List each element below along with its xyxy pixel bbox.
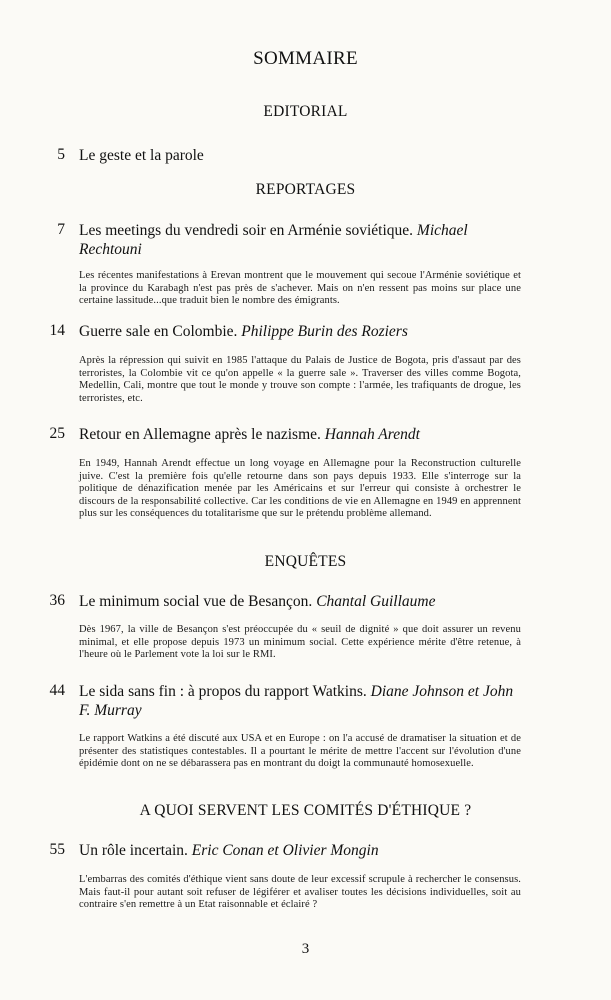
entry-author: Chantal Guillaume [316,593,436,610]
entry-abstract: Après la répression qui suivit en 1985 l'attaque du Palais de Justice de Bogota, pris d'assaut par des terroristes, la Colombie vit ce qu'on appelle « la guerre sale ». Traverser des villes comme Bogota, Medellin, Cali, montre que tout le monde y trouve son compte : l'armée, les trafiquants de drogue, les terroristes, etc. [79,355,521,404]
entry-title: Guerre sale en Colombie. [79,323,238,340]
entry-heading [79,425,521,444]
entry-heading [79,146,521,165]
entry-abstract: Les récentes manifestations à Erevan montrent que le mouvement qui secoue l'Arménie soviétique et la province du Karabagh n'est pas près de s'achever. Mais on n'en ressent pas moins sur place une certaine lassitude...que traduit bien le nombre des émigrants. [79,270,521,306]
entry-author: Michael Rechtouni [79,222,468,258]
page-title: SOMMAIRE [253,48,358,69]
section-heading-enquetes: ENQUÊTES [264,553,347,570]
entry-author: Hannah Arendt [324,426,420,443]
entry-title: Les meetings du vendredi soir en Arménie soviétique. [79,222,414,239]
entry-title: Un rôle incertain. [79,842,188,859]
entry-heading [79,682,521,720]
entry-page-number: 55 [49,841,65,858]
entry-title: Le geste et la parole [79,147,204,164]
entry-title: Retour en Allemagne après le nazisme. [79,426,321,443]
entry-author: Diane Johnson et John F. Murray [79,683,514,719]
page-number: 3 [301,941,310,957]
entry-author: Eric Conan et Olivier Mongin [191,842,379,859]
entry-heading [79,592,521,611]
entry-page-number: 7 [57,221,65,238]
section-heading-reportages: REPORTAGES [255,181,356,198]
section-heading-editorial: EDITORIAL [263,103,348,120]
entry-page-number: 5 [57,146,65,163]
entry-abstract: L'embarras des comités d'éthique vient sans doute de leur excessif scrupule à rechercher le consensus. Mais faut-il pour autant soit refuser de légiférer et avaliser toutes les décisions individuelles, soit au contraire s'en remettre à un Etat raisonnable et éclairé ? [79,874,521,910]
entry-abstract: En 1949, Hannah Arendt effectue un long voyage en Allemagne pour la Reconstruction culturelle juive. C'est la première fois qu'elle retourne dans son pays depuis 1933. Elle s'interroge sur la politique de dénazification menée par les Américains et sur l'erreur qui consiste à orchestrer le discours de la responsabilité collective. Car les conditions de vie en Allemagne en 1949 en apprennent plus sur les conséquences du totalitarisme que sur le prétendu problème allemand. [79,458,521,519]
entry-abstract: Dès 1967, la ville de Besançon s'est préoccupée du « seuil de dignité » que doit assurer un revenu minimal, et elle propose depuis 1973 un minimum social. Cette expérience mérite d'être retenue, à l'heure où le Parlement vote la loi sur le RMI. [79,624,521,660]
entry-heading [79,221,521,259]
entry-abstract: Le rapport Watkins a été discuté aux USA et en Europe : on l'a accusé de dramatiser la situation et de présenter des statistiques contestables. Il a pourtant le mérite de mettre l'accent sur l'évolution d'une épidémie dont on ne se débarassera pas en montrant du doigt la communauté homosexuelle. [79,733,521,769]
entry-page-number: 44 [49,682,65,699]
entry-page-number: 36 [49,592,65,609]
entry-heading [79,322,521,341]
entry-author: Philippe Burin des Roziers [241,323,408,340]
entry-title: Le sida sans fin : à propos du rapport Watkins. [79,683,367,700]
entry-page-number: 25 [49,425,65,442]
entry-page-number: 14 [49,322,65,339]
entry-heading [79,841,521,860]
section-heading-comites: A QUOI SERVENT LES COMITÉS D'ÉTHIQUE ? [139,802,472,819]
entry-title: Le minimum social vue de Besançon. [79,593,313,610]
